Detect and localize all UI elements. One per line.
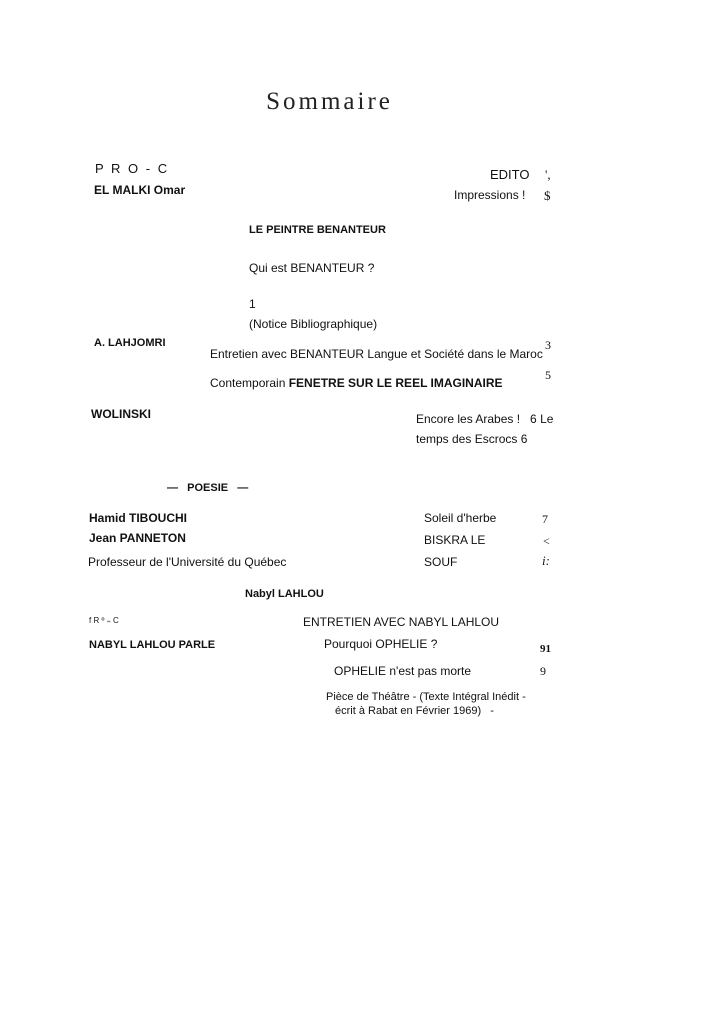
poesie-heading: — POESIE — bbox=[167, 482, 249, 494]
wolinski-line-2: temps des Escrocs 6 bbox=[416, 432, 528, 446]
contemporain-line bbox=[210, 377, 503, 391]
soleil-page: 7 bbox=[542, 512, 548, 526]
qui-est-benanteur: Qui est BENANTEUR ? bbox=[249, 261, 375, 275]
edito-label: EDITO bbox=[490, 167, 530, 182]
biskra-le: BISKRA LE bbox=[424, 533, 486, 547]
piece-line-1: Pièce de Théâtre - (Texte Intégral Inédit - bbox=[326, 691, 526, 703]
author-el-malki: EL MALKI Omar bbox=[94, 183, 186, 197]
page-title: Sommaire bbox=[266, 88, 393, 115]
souf: SOUF bbox=[424, 555, 458, 569]
fenetre-title: FENETRE SUR LE REEL IMAGINAIRE bbox=[288, 376, 503, 390]
soleil-dherbe: Soleil d'herbe bbox=[424, 511, 497, 525]
lahlou-parle: NABYL LAHLOU PARLE bbox=[89, 639, 216, 651]
author-lahlou: Nabyl LAHLOU bbox=[245, 588, 324, 600]
ophelie-page: 9 bbox=[540, 664, 546, 678]
author-tibouchi: Hamid TIBOUCHI bbox=[89, 511, 188, 525]
benanteur-number: 1 bbox=[249, 297, 256, 311]
souf-page: i: bbox=[542, 553, 550, 568]
lahlou-code: f R º ₌ C bbox=[89, 616, 119, 625]
fenetre-page: 5 bbox=[545, 368, 551, 382]
entretien-page: 3 bbox=[545, 338, 551, 352]
biskra-page: < bbox=[543, 534, 550, 548]
benanteur-heading: LE PEINTRE BENANTEUR bbox=[249, 224, 386, 236]
ophelie-pas-morte: OPHELIE n'est pas morte bbox=[334, 664, 472, 678]
pourquoi-page: 91 bbox=[540, 643, 551, 655]
entretien-lahlou: ENTRETIEN AVEC NABYL LAHLOU bbox=[303, 615, 500, 629]
notice-bibliographique: (Notice Bibliographique) bbox=[249, 317, 378, 331]
entretien-benanteur: Entretien avec BENANTEUR Langue et Société dans le Maroc bbox=[210, 347, 543, 361]
pourquoi-ophelie: Pourquoi OPHELIE ? bbox=[324, 637, 438, 651]
author-wolinski: WOLINSKI bbox=[91, 407, 151, 421]
author-panneton: Jean PANNETON bbox=[89, 531, 186, 545]
section-code: P R O - C bbox=[95, 161, 170, 176]
contemporain-text: Contemporain bbox=[210, 376, 286, 390]
impressions-page: $ bbox=[544, 188, 551, 203]
edito-page: ', bbox=[545, 167, 551, 182]
author-lahjomri: A. LAHJOMRI bbox=[94, 337, 166, 349]
wolinski-line-1: Encore les Arabes ! 6 Le bbox=[416, 412, 554, 426]
piece-line-2: écrit à Rabat en Février 1969) - bbox=[335, 705, 494, 717]
panneton-affiliation: Professeur de l'Université du Québec bbox=[88, 555, 287, 569]
impressions-label: Impressions ! bbox=[454, 188, 526, 202]
